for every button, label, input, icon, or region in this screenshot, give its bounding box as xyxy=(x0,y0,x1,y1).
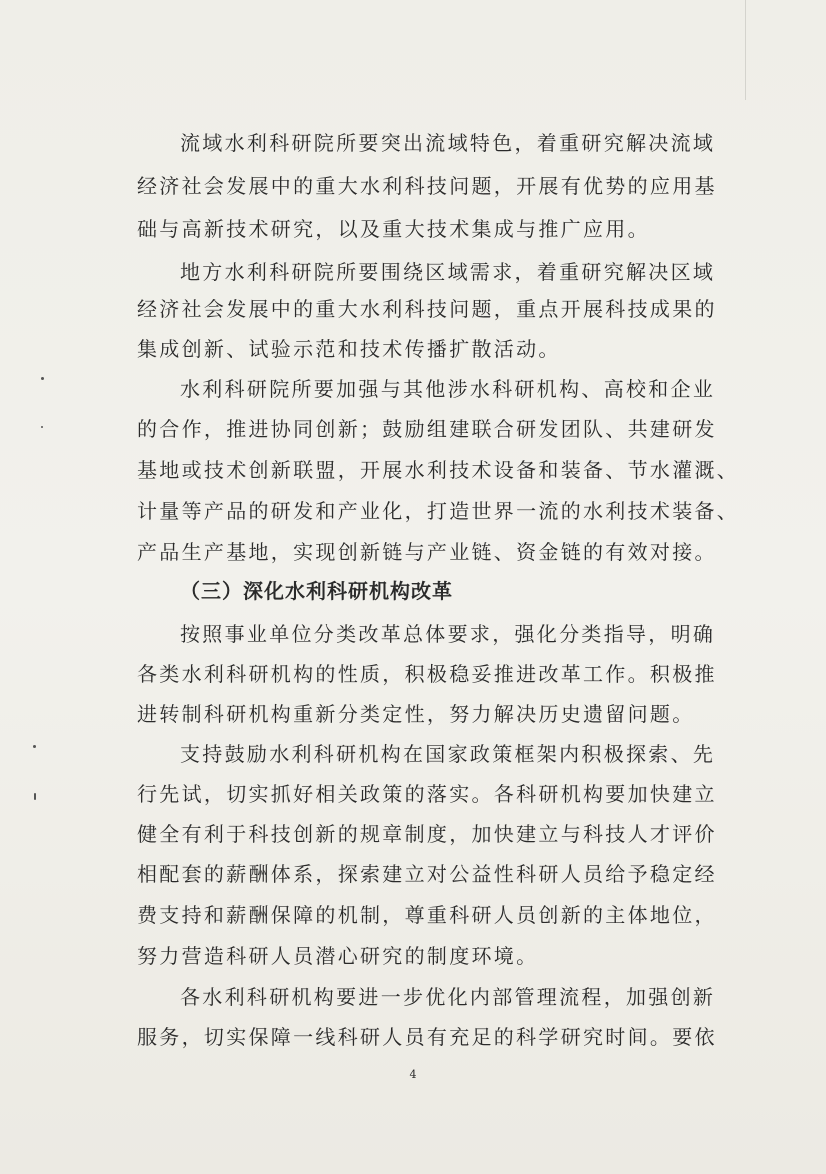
paragraph-line: 地方水利科研院所要围绕区域需求，着重研究解决区域 xyxy=(180,260,716,284)
paragraph-line: 按照事业单位分类改革总体要求，强化分类指导，明确 xyxy=(180,622,716,646)
section-heading: （三）深化水利科研机构改革 xyxy=(180,579,453,603)
paragraph-line: 健全有利于科技创新的规章制度，加快建立与科技人才评价 xyxy=(137,822,717,846)
paragraph-line: 各类水利科研机构的性质，积极稳妥推进改革工作。积极推 xyxy=(137,662,717,686)
paragraph-line: 进转制科研机构重新分类定性，努力解决历史遗留问题。 xyxy=(137,702,695,726)
paragraph-line: 集成创新、试验示范和技术传播扩散活动。 xyxy=(137,337,561,361)
paragraph-line: 经济社会发展中的重大水利科技问题，重点开展科技成果的 xyxy=(137,297,717,321)
paragraph-line: 行先试，切实抓好相关政策的落实。各科研机构要加快建立 xyxy=(137,782,717,806)
paragraph-line: 努力营造科研人员潜心研究的制度环境。 xyxy=(137,944,539,968)
paragraph-line: 水利科研院所要加强与其他涉水科研机构、高校和企业 xyxy=(180,377,716,401)
paragraph-line: 相配套的薪酬体系，探索建立对公益性科研人员给予稳定经 xyxy=(137,862,717,886)
scan-speck xyxy=(34,793,36,800)
page-number: 4 xyxy=(409,1068,417,1081)
scan-speck xyxy=(41,377,44,380)
paragraph-line: 的合作，推进协同创新；鼓励组建联合研发团队、共建研发 xyxy=(137,417,717,441)
paragraph-line: 经济社会发展中的重大水利科技问题，开展有优势的应用基 xyxy=(137,174,717,198)
scan-speck xyxy=(41,426,43,428)
paragraph-line: 流域水利科研院所要突出流域特色，着重研究解决流域 xyxy=(180,131,716,155)
paragraph-line: 服务，切实保障一线科研人员有充足的科学研究时间。要依 xyxy=(137,1025,717,1049)
paragraph-line: 费支持和薪酬保障的机制，尊重科研人员创新的主体地位， xyxy=(137,903,717,927)
scan-speck xyxy=(33,745,36,748)
paragraph-line: 各水利科研机构要进一步优化内部管理流程，加强创新 xyxy=(180,985,716,1009)
paragraph-line: 产品生产基地，实现创新链与产业链、资金链的有效对接。 xyxy=(137,540,717,564)
paragraph-line: 基地或技术创新联盟，开展水利技术设备和装备、节水灌溉、 xyxy=(137,458,740,482)
paragraph-line: 计量等产品的研发和产业化，打造世界一流的水利技术装备、 xyxy=(137,499,740,523)
paragraph-line: 础与高新技术研究，以及重大技术集成与推广应用。 xyxy=(137,217,650,241)
scan-line xyxy=(745,0,746,100)
paragraph-line: 支持鼓励水利科研机构在国家政策框架内积极探索、先 xyxy=(180,742,716,766)
